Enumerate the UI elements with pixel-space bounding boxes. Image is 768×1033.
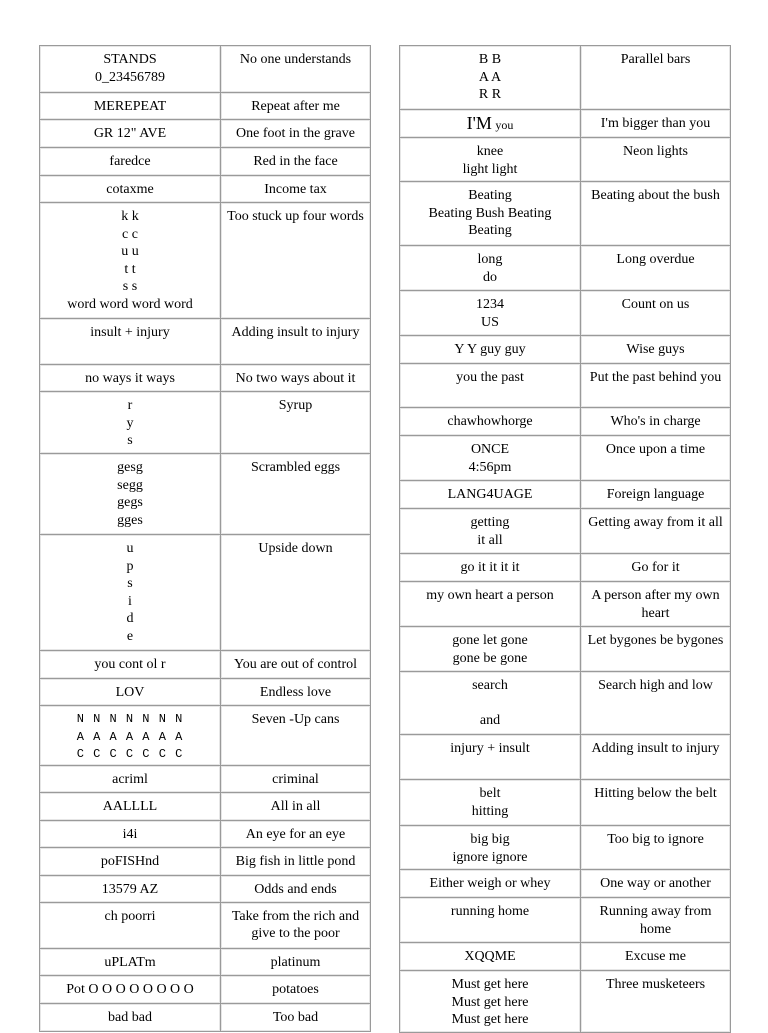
- rebus-puzzle: faredce: [40, 148, 221, 176]
- rebus-puzzle: r y s: [40, 392, 221, 454]
- rebus-answer: I'm bigger than you: [581, 110, 731, 138]
- rebus-puzzle: uPLATm: [40, 948, 221, 975]
- rebus-answer: Count on us: [581, 291, 731, 336]
- rebus-answer: Running away from home: [581, 898, 731, 943]
- rebus-answer: Neon lights: [581, 138, 731, 182]
- rebus-puzzle: GR 12" AVE: [40, 120, 221, 148]
- rebus-puzzle: long do: [400, 246, 581, 291]
- table-row: [400, 182, 731, 246]
- rebus-answer: Let bygones be bygones: [581, 627, 731, 672]
- rebus-puzzle: ch poorri: [40, 902, 221, 948]
- rebus-puzzle: gesg segg gegs gges: [40, 454, 221, 535]
- rebus-puzzle: MEREPEAT: [40, 93, 221, 120]
- rebus-puzzle: cotaxme: [40, 176, 221, 203]
- rebus-answer: Take from the rich and give to the poor: [221, 902, 371, 948]
- rebus-answer: Adding insult to injury: [581, 735, 731, 780]
- rebus-puzzle: i4i: [40, 820, 221, 847]
- table-row: [40, 902, 371, 948]
- rebus-puzzle: no ways it ways: [40, 365, 221, 392]
- rebus-puzzle: XQQME: [400, 943, 581, 971]
- table-row: [40, 875, 371, 902]
- rebus-answer: You are out of control: [221, 651, 371, 679]
- rebus-puzzle: belt hitting: [400, 780, 581, 826]
- rebus-answer: All in all: [221, 792, 371, 820]
- rebus-puzzle: 1234 US: [400, 291, 581, 336]
- rebus-puzzle: STANDS 0_23456789: [40, 46, 221, 93]
- rebus-answer: No two ways about it: [221, 365, 371, 392]
- rebus-puzzle: 13579 AZ: [40, 875, 221, 902]
- rebus-answer: Red in the face: [221, 148, 371, 176]
- rebus-puzzle: ONCE 4:56pm: [400, 436, 581, 481]
- rebus-answer: Repeat after me: [221, 93, 371, 120]
- rebus-answer: Odds and ends: [221, 875, 371, 902]
- table-row: [400, 336, 731, 364]
- table-row: [40, 454, 371, 535]
- table-row: [400, 870, 731, 898]
- table-row: [400, 291, 731, 336]
- rebus-answer: Foreign language: [581, 481, 731, 509]
- table-row: [400, 780, 731, 826]
- table-row: [400, 826, 731, 870]
- table-row: [40, 176, 371, 203]
- rebus-answer: Parallel bars: [581, 46, 731, 110]
- table-row: [40, 392, 371, 454]
- rebus-answer: Hitting below the belt: [581, 780, 731, 826]
- rebus-answer: Seven -Up cans: [221, 706, 371, 766]
- table-row: [400, 735, 731, 780]
- table-row: [400, 436, 731, 481]
- rebus-puzzle: LOV: [40, 679, 221, 706]
- rebus-answer: Too big to ignore: [581, 826, 731, 870]
- table-row: [400, 408, 731, 436]
- rebus-puzzle: k k c c u u t t s s word word word word: [40, 203, 221, 319]
- rebus-answer: One way or another: [581, 870, 731, 898]
- rebus-puzzle: getting it all: [400, 509, 581, 554]
- rebus-answer: Too stuck up four words: [221, 203, 371, 319]
- table-row: [40, 93, 371, 120]
- rebus-puzzle: AALLLL: [40, 792, 221, 820]
- table-row: [40, 792, 371, 820]
- rebus-puzzle: my own heart a person: [400, 582, 581, 627]
- rebus-answer: Once upon a time: [581, 436, 731, 481]
- rebus-puzzle: big big ignore ignore: [400, 826, 581, 870]
- table-row: [40, 679, 371, 706]
- rebus-puzzle: acriml: [40, 765, 221, 792]
- table-row: [40, 975, 371, 1003]
- rebus-answer: An eye for an eye: [221, 820, 371, 847]
- rebus-puzzle: Pot O O O O O O O O: [40, 975, 221, 1003]
- rebus-answer: Three musketeers: [581, 971, 731, 1033]
- table-row: [40, 120, 371, 148]
- table-row: [40, 365, 371, 392]
- rebus-table-right: [399, 45, 731, 1033]
- table-row: [400, 672, 731, 735]
- rebus-answer: platinum: [221, 948, 371, 975]
- table-row: [400, 509, 731, 554]
- table-row: [40, 319, 371, 365]
- rebus-puzzle: poFISHnd: [40, 847, 221, 875]
- table-row: [400, 110, 731, 138]
- rebus-answer: Income tax: [221, 176, 371, 203]
- rebus-puzzle-small-text: you: [495, 118, 514, 132]
- table-row: [40, 203, 371, 319]
- table-row: [400, 582, 731, 627]
- rebus-answer: One foot in the grave: [221, 120, 371, 148]
- rebus-puzzle: bad bad: [40, 1003, 221, 1031]
- rebus-answer: No one understands: [221, 46, 371, 93]
- table-row: [40, 847, 371, 875]
- rebus-puzzle: knee light light: [400, 138, 581, 182]
- table-row: [400, 554, 731, 582]
- rebus-answer: Endless love: [221, 679, 371, 706]
- rebus-answer: Adding insult to injury: [221, 319, 371, 365]
- rebus-puzzle: you cont ol r: [40, 651, 221, 679]
- rebus-puzzle: N N N N N N N A A A A A A A C C C C C C C: [40, 706, 221, 766]
- rebus-puzzle-big-text: I'M: [466, 113, 492, 133]
- rebus-puzzle: injury + insult: [400, 735, 581, 780]
- table-row: [40, 148, 371, 176]
- rebus-puzzle: running home: [400, 898, 581, 943]
- rebus-answer: Beating about the bush: [581, 182, 731, 246]
- rebus-puzzle: Y Y guy guy: [400, 336, 581, 364]
- table-row: [40, 706, 371, 766]
- rebus-answer: Who's in charge: [581, 408, 731, 436]
- rebus-puzzle: B B A A R R: [400, 46, 581, 110]
- rebus-answer: Big fish in little pond: [221, 847, 371, 875]
- rebus-answer: Upside down: [221, 535, 371, 651]
- table-row: [400, 138, 731, 182]
- rebus-answer: Scrambled eggs: [221, 454, 371, 535]
- rebus-answer: Go for it: [581, 554, 731, 582]
- table-row: [400, 627, 731, 672]
- rebus-puzzle: search and: [400, 672, 581, 735]
- table-row: [40, 651, 371, 679]
- rebus-puzzle: go it it it it: [400, 554, 581, 582]
- rebus-puzzle: chawhowhorge: [400, 408, 581, 436]
- table-row: [40, 1003, 371, 1031]
- table-row: [40, 535, 371, 651]
- rebus-puzzle: LANG4UAGE: [400, 481, 581, 509]
- rebus-answer: Syrup: [221, 392, 371, 454]
- rebus-answer: A person after my own heart: [581, 582, 731, 627]
- rebus-answer: Put the past behind you: [581, 364, 731, 408]
- rebus-answer: Too bad: [221, 1003, 371, 1031]
- rebus-puzzle: insult + injury: [40, 319, 221, 365]
- table-row: [400, 898, 731, 943]
- table-row: [400, 971, 731, 1033]
- rebus-puzzle: Either weigh or whey: [400, 870, 581, 898]
- rebus-table-left: [39, 45, 371, 1032]
- rebus-answer: Wise guys: [581, 336, 731, 364]
- table-row: [400, 364, 731, 408]
- rebus-answer: criminal: [221, 765, 371, 792]
- table-row: [400, 246, 731, 291]
- rebus-puzzle: Must get here Must get here Must get here: [400, 971, 581, 1033]
- table-row: [400, 943, 731, 971]
- table-row: [40, 765, 371, 792]
- rebus-answer: Long overdue: [581, 246, 731, 291]
- table-row: [40, 948, 371, 975]
- table-row: [400, 46, 731, 110]
- rebus-answer: potatoes: [221, 975, 371, 1003]
- rebus-puzzle: [400, 110, 581, 138]
- rebus-answer: Excuse me: [581, 943, 731, 971]
- rebus-puzzle: gone let gone gone be gone: [400, 627, 581, 672]
- rebus-answer: Getting away from it all: [581, 509, 731, 554]
- rebus-puzzle: u p s i d e: [40, 535, 221, 651]
- table-row: [40, 46, 371, 93]
- table-row: [40, 820, 371, 847]
- table-row: [400, 481, 731, 509]
- rebus-answer: Search high and low: [581, 672, 731, 735]
- rebus-puzzle: you the past: [400, 364, 581, 408]
- rebus-puzzle: Beating Beating Bush Beating Beating: [400, 182, 581, 246]
